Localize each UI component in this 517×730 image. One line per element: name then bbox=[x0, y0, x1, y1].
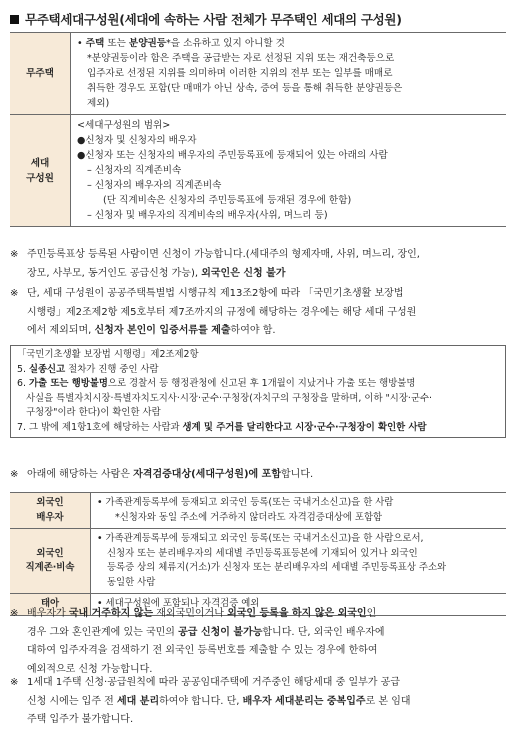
box-line: 구청장"이라 한다)이 확인한 사람 bbox=[26, 407, 161, 418]
row-header-household-member: 세대 구성원 bbox=[10, 115, 71, 227]
row-content-fetus: • 세대구성원에 포함되나 자격검증 예외 bbox=[91, 594, 507, 616]
row-header-fetus: 태아 bbox=[10, 594, 91, 616]
decree-excerpt-box bbox=[10, 345, 506, 438]
note-line: 제외) bbox=[87, 98, 110, 109]
note-verification-target: ※ 아래에 해당하는 사람은 자격검증대상(세대구성원)에 포함합니다. bbox=[10, 469, 314, 480]
verification-target-table bbox=[10, 492, 506, 616]
list-item: <세대구성원의 범위> bbox=[77, 120, 171, 131]
row-content-homeless bbox=[71, 33, 507, 115]
note-foreign-spouse: ※ 배우자가 국내 거주하지 않는 재외국민이거나 외국인 등록을 하지 않은 외국인인 경우 그와 혼인관계에 있는 국민의 공급 신청이 불가능합니다. 단, 외국인 배우자에 대하여 입주자격을 검색하기 전 외국인 등록번호를 제출할 수 있는 경우에 한하여 예외적으로 신청 가능합니다. bbox=[10, 608, 385, 675]
table-row-foreign-lineal bbox=[10, 529, 506, 594]
list-item: – 신청자의 직계존비속 bbox=[87, 165, 182, 176]
row-header-foreign-lineal: 외국인 직계존·비속 bbox=[10, 529, 91, 594]
list-item: ●신청자 및 신청자의 배우자 bbox=[77, 135, 197, 146]
note-line: *분양권등이라 함은 주택을 공급받는 자로 선정된 지위 또는 재건축등으로 bbox=[87, 53, 395, 64]
box-line: 5. 실종신고 절차가 진행 중인 사람 bbox=[17, 363, 159, 375]
box-line: 사실을 특별자치시장·특별자치도지사·시장·군수·구청장(자치구의 구청장을 말하며, 이하 "시장·군수· bbox=[26, 392, 432, 404]
list-item: – 신청자의 배우자의 직계존비속 bbox=[87, 180, 222, 191]
table-row-foreign-spouse bbox=[10, 493, 506, 529]
note-household-separation: ※ 1세대 1주택 신청·공급원칙에 따라 공공임대주택에 거주중인 해당세대 중 일부가 공급 신청 시에는 입주 전 세대 분리하여야 합니다. 단, 배우자 세대분리는 중복입주로 본 임대 주택 입주가 불가합니다. bbox=[10, 677, 411, 725]
note-exclusion: ※ 단, 세대 구성원이 공공주택특별법 시행규칙 제13조2항에 따라 「국민기초생활 보장법 시행령」제2조제2항 제5호부터 제7조까지의 규정에 해당하는 경우에는 해당 세대 구성원 에서 제외되며, 신청자 본인이 입증서류를 제출하여야 함. bbox=[10, 288, 417, 336]
household-definition-table bbox=[10, 32, 506, 227]
box-heading: 「국민기초생활 보장법 시행령」제2조제2항 bbox=[17, 349, 199, 360]
row-content-foreign-spouse: • 가족관계등록부에 등재되고 외국인 등록(또는 국내거소신고)을 한 사람 *신청자와 동일 주소에 거주하지 않더라도 자격검증대상에 포함함 bbox=[91, 493, 507, 529]
row-content-foreign-lineal: • 가족관계등록부에 등재되고 외국인 등록(또는 국내거소신고)을 한 사람으로서, 신청자 또는 분리배우자의 세대별 주민등록표등본에 기재되어 있거나 외국인 등록증 상의 체류지(거소)가 신청자 또는 분리배우자의 세대별 주민등록표상 주소와 동일한 사람 bbox=[91, 529, 507, 594]
row-header-foreign-spouse: 외국인 배우자 bbox=[10, 493, 91, 529]
section-title bbox=[10, 10, 402, 28]
note-line: 입주자로 선정된 지위를 의미하며 이러한 지위의 전부 또는 일부를 매매로 bbox=[87, 68, 393, 79]
table-row-household-member bbox=[10, 115, 506, 227]
list-item: (단 직계비속은 신청자의 주민등록표에 등재된 경우에 한함) bbox=[103, 195, 352, 206]
list-item: ●신청자 또는 신청자의 배우자의 주민등록표에 등재되어 있는 아래의 사람 bbox=[77, 150, 388, 161]
list-item: – 신청자 및 배우자의 직계비속의 배우자(사위, 며느리 등) bbox=[87, 210, 328, 221]
box-line: 7. 그 밖에 제1항1호에 해당하는 사람과 생계 및 주거를 달리한다고 시장·군수·구청장이 확인한 사람 bbox=[17, 421, 427, 433]
homeless-condition: • 주택 또는 분양권등*을 소유하고 있지 아니할 것 bbox=[77, 38, 285, 49]
note-line: 취득한 경우도 포함(단 매매가 아닌 상속, 증여 등을 통해 취득한 분양권등은 bbox=[87, 83, 403, 94]
row-content-household-member bbox=[71, 115, 507, 227]
box-line: 6. 가출 또는 행방불명으로 경찰서 등 행정관청에 신고된 후 1개월이 지났거나 가출 또는 행방불명 bbox=[17, 378, 416, 389]
square-bullet-icon bbox=[10, 15, 19, 24]
title-text: 무주택세대구성원(세대에 속하는 사람 전체가 무주택인 세대의 구성원) bbox=[25, 12, 402, 27]
row-header-homeless: 무주택 bbox=[10, 33, 71, 115]
note-registered-residents: ※ 주민등록표상 등록된 사람이면 신청이 가능합니다.(세대주의 형제자매, 사위, 며느리, 장인, 장모, 사부모, 동거인도 공급신청 가능), 외국인은 신청 불가 bbox=[10, 249, 420, 279]
table-row-homeless bbox=[10, 33, 506, 115]
